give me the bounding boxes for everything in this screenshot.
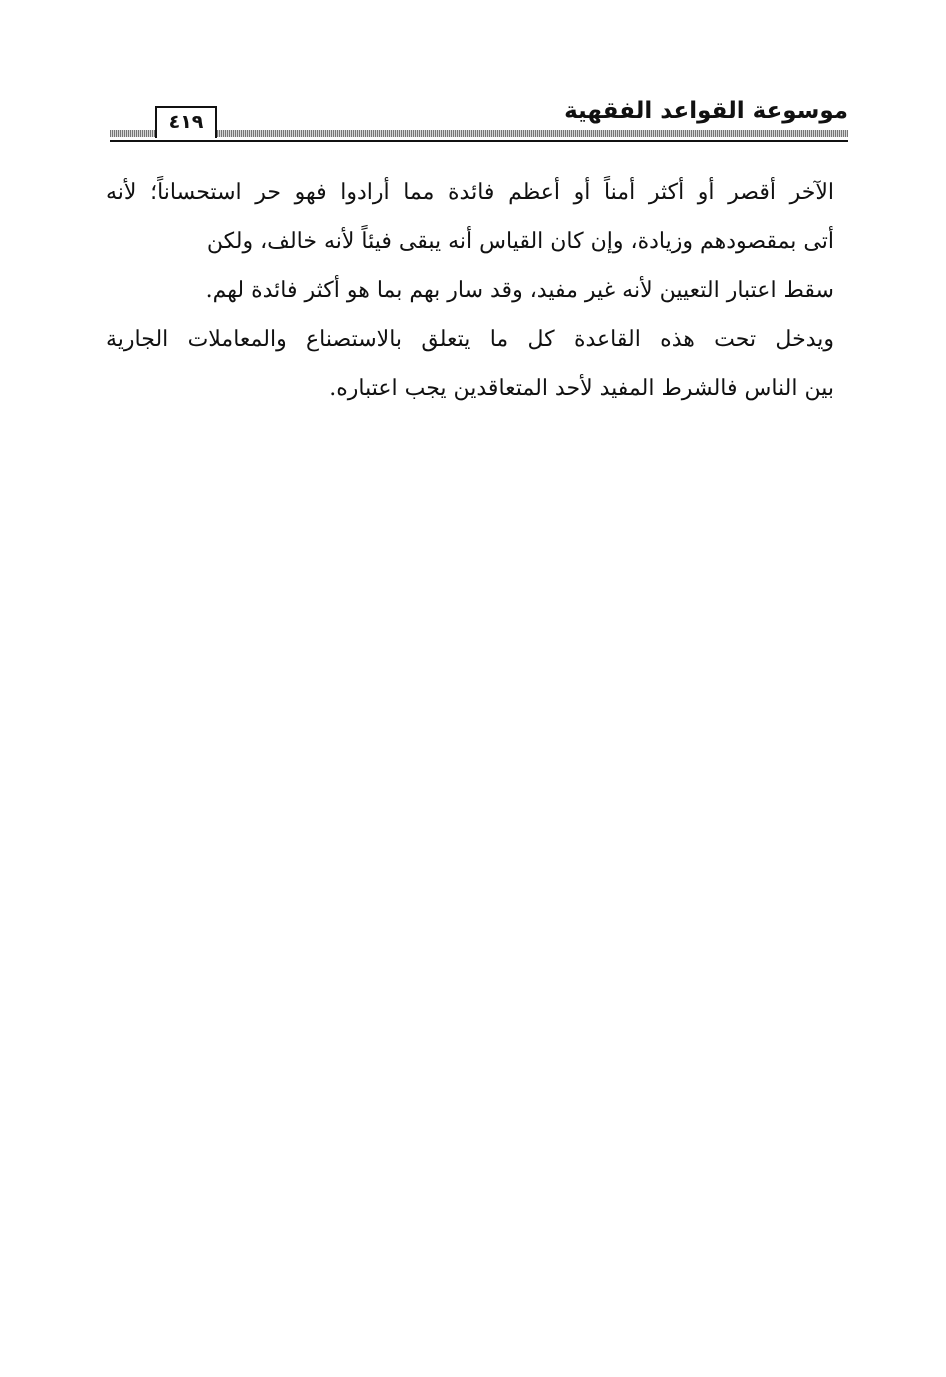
body-line: ويدخل تحت هذه القاعدة كل ما يتعلق بالاستصناع والمعاملات الجارية <box>106 327 834 352</box>
body-line: الآخر أقصر أو أكثر أمناً أو أعظم فائدة مما أرادوا فهو حر استحساناً؛ لأنه <box>106 180 834 205</box>
body-line: أتى بمقصودهم وزيادة، وإن كان القياس أنه يبقى فيئاً لأنه خالف، ولكن <box>206 229 834 254</box>
page-body <box>106 168 834 413</box>
header-decorative-band-left <box>110 130 155 137</box>
header-decorative-band-right <box>217 130 848 137</box>
book-title: موسوعة القواعد الفقهية <box>564 98 848 124</box>
header-rule <box>110 140 848 142</box>
page-number: ٤١٩ <box>155 106 217 138</box>
page-header <box>110 96 848 148</box>
body-line: بين الناس فالشرط المفيد لأحد المتعاقدين يجب اعتباره. <box>329 376 834 401</box>
body-line: سقط اعتبار التعيين لأنه غير مفيد، وقد سار بهم بما هو أكثر فائدة لهم. <box>205 278 834 303</box>
